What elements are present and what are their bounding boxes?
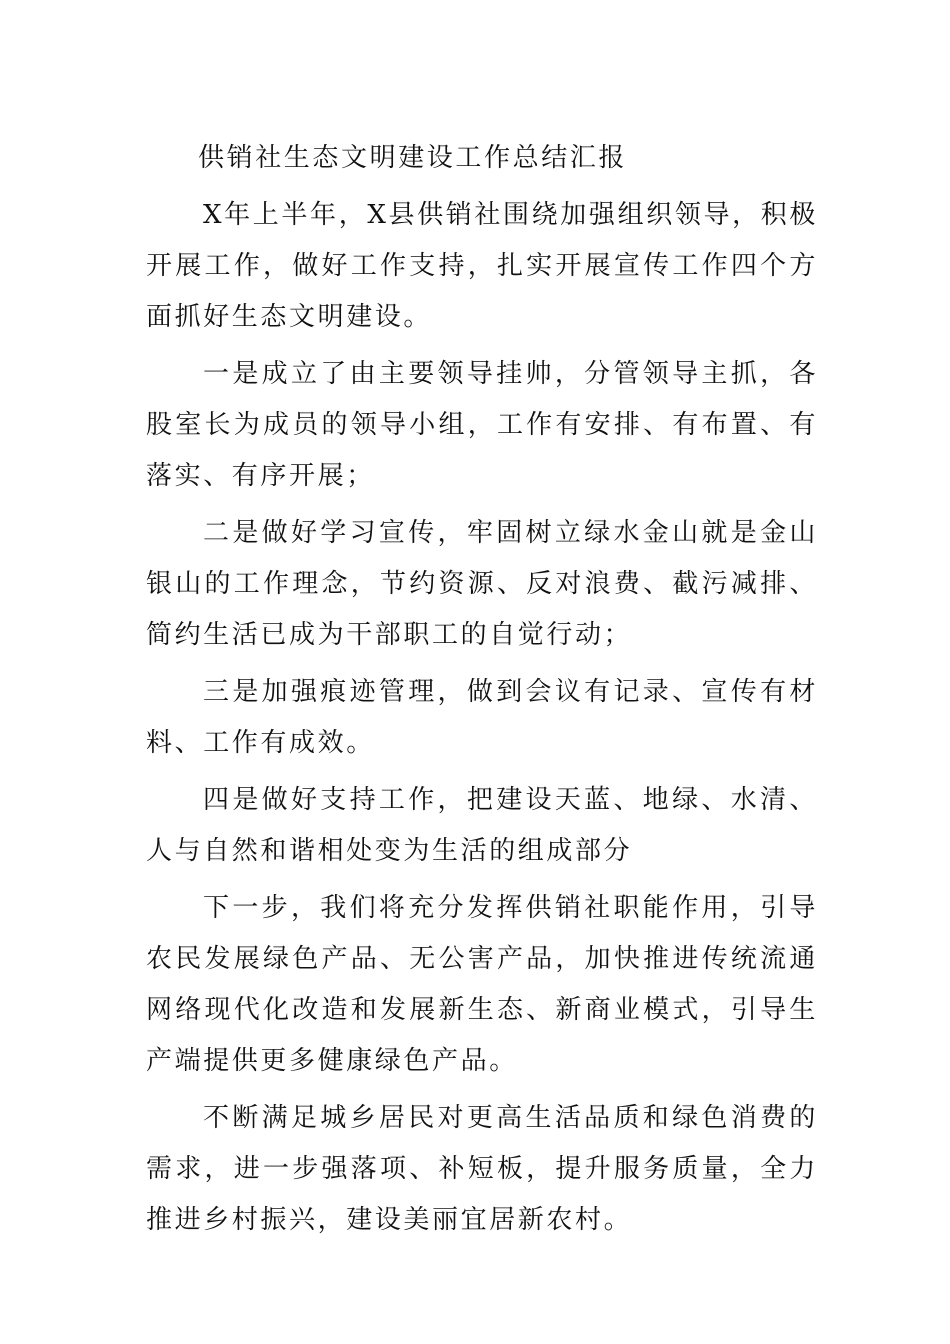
paragraph-next-steps: 下一步，我们将充分发挥供销社职能作用，引导农民发展绿色产品、无公害产品，加快推进传统流通网络现代化改造和发展新生态、新商业模式，引导生产端提供更多健康绿色产品。 (146, 893, 818, 1076)
paragraph-intro: X年上半年，X县供销社围绕加强组织领导，积极开展工作，做好工作支持，扎实开展宣传工作四个方面抓好生态文明建设。 (146, 200, 818, 332)
paragraph-point-4: 四是做好支持工作，把建设天蓝、地绿、水清、人与自然和谐相处变为生活的组成部分 (146, 785, 818, 866)
document-title: 供销社生态文明建设工作总结汇报 (198, 143, 628, 173)
document-body (146, 133, 818, 1246)
paragraph-point-2: 二是做好学习宣传，牢固树立绿水金山就是金山银山的工作理念，节约资源、反对浪费、截污减排、简约生活已成为干部职工的自觉行动； (146, 518, 818, 650)
paragraph-point-1: 一是成立了由主要领导挂帅，分管领导主抓，各股室长为成员的领导小组，工作有安排、有布置、有落实、有序开展； (146, 359, 818, 491)
paragraph-conclusion: 不断满足城乡居民对更高生活品质和绿色消费的需求，进一步强落项、补短板，提升服务质量，全力推进乡村振兴，建设美丽宜居新农村。 (146, 1103, 818, 1235)
paragraph-point-3: 三是加强痕迹管理，做到会议有记录、宣传有材料、工作有成效。 (146, 677, 818, 758)
